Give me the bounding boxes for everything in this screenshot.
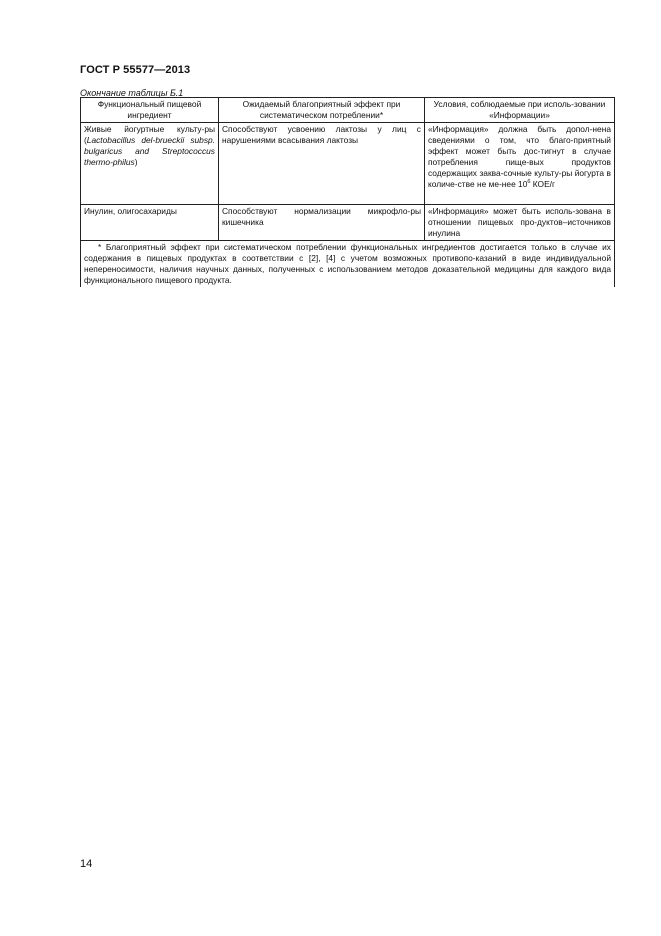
- document-code: ГОСТ Р 55577—2013: [80, 64, 191, 76]
- conditions-cell: [425, 123, 615, 205]
- column-header-effect: Ожидаемый благоприятный эффект при систематическом потреблении*: [219, 98, 425, 123]
- ingredients-table: [80, 97, 615, 287]
- table-row: [81, 123, 615, 205]
- ingredient-text-end: ): [134, 157, 138, 167]
- page-number: 14: [80, 858, 93, 870]
- table-caption: Окончание таблицы Б.1: [80, 88, 184, 98]
- conditions-text: «Информация» должна быть допол-нена сведениями о том, что благо-приятный эффект может быть дос-тигнут в случае потребления пище-вых продуктов содержащих заква-сочные культу-ры йогурта в количе-стве не ме-нее 10: [428, 124, 611, 189]
- ingredient-cell: Инулин, олигосахариды: [81, 205, 219, 241]
- effect-cell: Способствуют усвоению лактозы у лиц с нарушениями всасывания лактозы: [219, 123, 425, 205]
- footnote-row: [81, 241, 615, 288]
- footnote-text: * Благоприятный эффект при систематическом потреблении функциональных ингредиентов достигается только в случае их содержания в пищевых продуктах в соответствии с [2], [4] с учетом возможных противопо-казаний в виде индивидуальной непереносимости, наличия научных данных, полученных с использованием методов доказательной медицины для каждого вида функционального пищевого продукта.: [84, 242, 611, 285]
- ingredient-cell: [81, 123, 219, 205]
- table-header-row: [81, 98, 615, 123]
- column-header-ingredient: Функциональный пищевой ингредиент: [81, 98, 219, 123]
- table-row: [81, 205, 615, 241]
- conditions-unit: КОЕ/г: [530, 179, 556, 189]
- table-footnote: [81, 241, 615, 288]
- ingredient-text: Живые йогуртные культу-ры (: [84, 124, 215, 145]
- conditions-exponent: 6: [527, 179, 531, 185]
- column-header-conditions: Условия, соблюдаемые при исполь-зовании «Информации»: [425, 98, 615, 123]
- ingredient-latin-name: Lactobacillus del-brueckii subsp. bulgaricus and Streptococcus thermo-philus: [84, 135, 215, 167]
- conditions-cell: «Информация» может быть исполь-зована в отношении пищевых про-дуктов–источников инулина: [425, 205, 615, 241]
- effect-cell: Способствуют нормализации микрофло-ры кишечника: [219, 205, 425, 241]
